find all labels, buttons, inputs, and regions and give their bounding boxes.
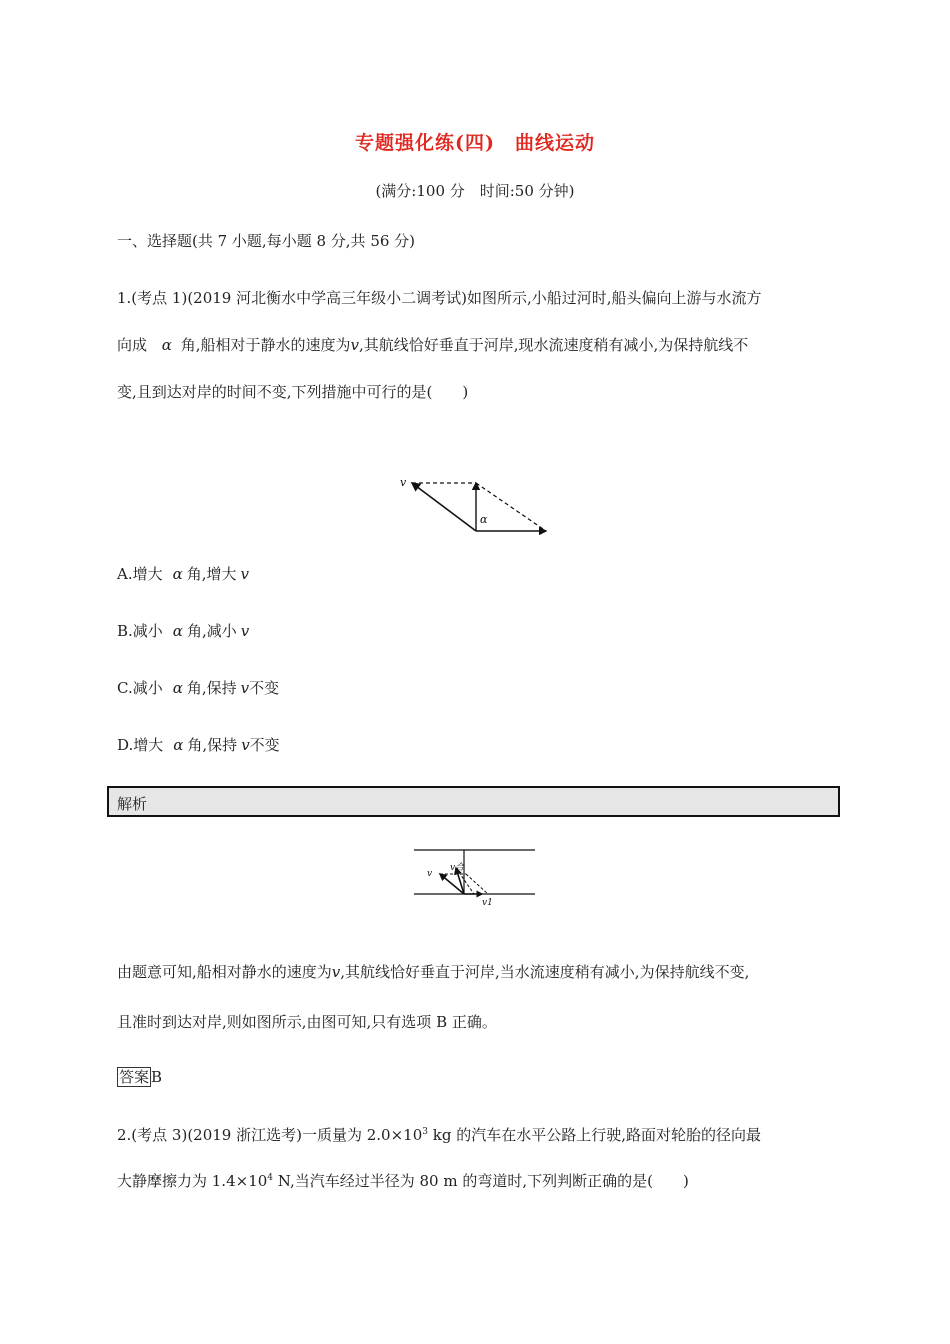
option-text: A.增大	[117, 565, 163, 583]
q1-line-3: 变,且到达对岸的时间不变,下列措施中可行的是( )	[117, 383, 469, 401]
q1-text: ,其航线恰好垂直于河岸,现水流速度稍有减小,为保持航线不	[358, 336, 749, 354]
option-text: D.增大	[117, 736, 164, 754]
q2-text: 大静摩擦力为 1.4×10	[117, 1172, 268, 1190]
exponent: 4	[267, 1173, 274, 1183]
answer-row	[117, 1066, 162, 1087]
alpha-symbol: α	[172, 622, 183, 640]
q2-line-1	[117, 1124, 761, 1145]
q2-text: kg 的汽车在水平公路上行驶,路面对轮胎的径向最	[428, 1126, 761, 1144]
option-text: C.减小	[117, 679, 163, 697]
option-d[interactable]	[117, 734, 280, 755]
option-text: B.减小	[117, 622, 163, 640]
exam-info: (满分:100 分 时间:50 分钟)	[375, 182, 575, 200]
label-v: v	[400, 476, 407, 489]
option-text: 不变	[249, 736, 280, 754]
option-a[interactable]	[117, 563, 249, 584]
exponent: 3	[422, 1127, 428, 1137]
alpha-symbol: α	[161, 336, 172, 354]
label-v: v	[427, 869, 433, 879]
velocity-v-arrow	[412, 483, 476, 531]
dashed-2	[466, 874, 488, 894]
option-text: 不变	[249, 679, 280, 697]
q1-line-1: 1.(考点 1)(2019 河北衡水中学高三年级小二调考试)如图所示,小船过河时,船头偏向上游与水流方	[117, 289, 762, 307]
page-title: 专题强化练(四) 曲线运动	[355, 132, 595, 154]
analysis-text: ,其航线恰好垂直于河岸,当水流速度稍有减小,为保持航线不变,	[340, 963, 750, 981]
analysis-label: 解析	[117, 795, 148, 813]
q2-text: 2.(考点 3)(2019 浙江选考)一质量为 2.0×10	[117, 1126, 423, 1144]
q2-text: N,当汽车经过半径为 80 m 的弯道时,下列判断正确的是( )	[273, 1172, 689, 1190]
analysis-header	[107, 786, 840, 817]
analysis-text: 由题意可知,船相对静水的速度为	[117, 963, 332, 981]
option-text: 角,增大	[186, 565, 237, 583]
alpha-symbol: α	[172, 679, 183, 697]
v-symbol: v	[240, 565, 250, 583]
analysis-line-2: 且准时到达对岸,则如图所示,由图可知,只有选项 B 正确。	[117, 1013, 497, 1031]
q1-text: 向成	[117, 336, 148, 354]
v-symbol: v	[241, 736, 250, 754]
answer-label: 答案	[119, 1068, 150, 1086]
analysis-diagram	[412, 846, 537, 908]
label-v-he: v合	[450, 863, 465, 873]
v-symbol: v	[350, 336, 359, 354]
v-symbol: v	[240, 622, 250, 640]
option-text: 角,减小	[186, 622, 237, 640]
section-heading: 一、选择题(共 7 小题,每小题 8 分,共 56 分)	[117, 232, 416, 250]
option-text: 角,保持	[186, 679, 237, 697]
v-symbol: v	[240, 679, 250, 697]
label-alpha: α	[480, 513, 488, 526]
label-v1: v1	[482, 898, 493, 908]
velocity-diagram	[390, 470, 560, 540]
alpha-symbol: α	[172, 565, 183, 583]
option-b[interactable]	[117, 620, 249, 641]
analysis-line-1	[117, 961, 749, 982]
v-symbol: v	[331, 963, 341, 981]
option-text: 角,保持	[187, 736, 238, 754]
q1-line-2	[117, 334, 748, 355]
option-c[interactable]	[117, 677, 279, 698]
q1-text: 角,船相对于静水的速度为	[180, 336, 351, 354]
alpha-symbol: α	[173, 736, 184, 754]
q2-line-2	[117, 1170, 689, 1191]
answer-value: B	[151, 1068, 163, 1086]
